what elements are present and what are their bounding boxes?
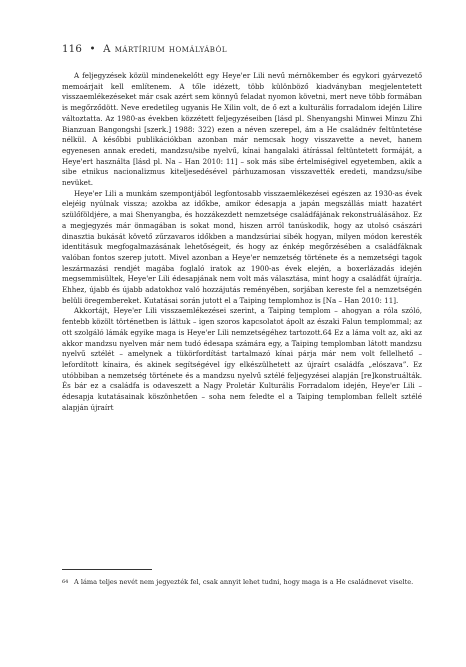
footnote-text: A láma teljes nevét nem jegyezték fel, csak annyit lehet tudni, hogy maga is a He családnevet viselte. (74, 578, 414, 586)
paragraph-3: Akkortájt, Heye'er Lili visszaemlékezései szerint, a Taiping templom – ahogyan a róla szóló, fentebb közölt történetben is láttuk – igen szoros kapcsolatot ápolt az északi Falun templommal; az ott szolgáló lámák egyike maga is Heye'er Lili nemzetségéhez tartozott.64 Ez a láma volt az, aki az akkor mandzsu nyelven már nem tudó édesapa számára egy, a Taiping templomban látott mandzsu nyelvű sztélét – amelynek a tükörfordítást tartalmazó kínai párja már nem volt fellelhető – lefordított kínaira, és akinek segítségével így elkészülhetett az újraírt családfa „elószava”. Ez utóbbiban a nemzetség története és a mandzsu nyelvű sztélé feljegyzései alapján [re]konstruálták. És bár ez a családfa is odaveszett a Nagy Proletár Kulturális Forradalom idején, Heye'er Lili – édesapja kutatásainak köszönhetően – soha nem feledte el a Taiping templomban fellelt sztélé alapján újraírt (62, 306, 422, 412)
running-header (62, 44, 227, 55)
running-title: A mártírium homályából (103, 44, 227, 55)
footnote-rule (62, 569, 152, 570)
header-separator: • (89, 44, 96, 55)
footnote-number: 64 (62, 579, 69, 585)
page-number: 116 (62, 44, 83, 55)
body-text (62, 71, 422, 414)
footnote (62, 577, 422, 588)
paragraph-1: A feljegyzések közül mindenekelőtt egy Heye'er Lili nevű mérnökember és egykori gyárvezető memoárjait kell említenem. A tőle idézett, több különböző kiadványban megjelentetett visszaemlékezéseket már csak azért sem könnyű feladat nyomon követni, mert neve több formában is megőrződött. Neve eredetileg ugyanis He Xilin volt, de ő ezt a kulturális forradalom idején Lilire változtatta. Az 1980-as években közzétett feljegyzéseiben [lásd pl. Shenyangshi Minwei Minzu Zhi Bianzuan Bangongshi [szerk.] 1988: 322) ezen a néven szerepel, ám a He családnév feltüntetése nélkül. A későbbi publikációkban azonban már nemcsak hogy visszavette a nevet, hanem egyenesen annak eredeti, mandzsu/sibe nyelvű, kínai hangalaki átírással feltüntetett formáját, a Heye'ert használta [lásd pl. Na – Han 2010: 11] – sok más sibe értelmiségivel egyetemben, akik a sibe etnikus nacionalizmus kiteljesedésével párhuzamosan visszavették eredeti, mandzsu/sibe nevüket. (62, 71, 422, 188)
paragraph-2: Heye'er Lili a munkám szempontjából legfontosabb visszaemlékezései egészen az 1930-as évek elejéig nyúlnak vissza; azokba az időkbe, amikor édesapja a japán megszállás miatt hazatért szülőföldjére, a mai Shenyangba, és hozzákezdett nemzetsége családfájának rekonstruálásához. Ez a megjegyzés már önmagában is sokat mond, hiszen arról tanúskodik, hogy az utolsó császári dinasztia bukását követő zűrzavaros időkben a mandzsúriai sibék hogyan, milyen módon keresték identitásuk megfogalmazásának lehetőségeit, és hogy az énkép megőrzésében a családfáknak valóban fontos szerep jutott. Mivel azonban a Heye'er nemzetség története és a nemzetségi tagok leszármazási rendjét magába foglaló iratok az 1900-as évek elején, a boxerlázadás idején megsemmisültek, Heye'er Lili édesapjának nem volt más választása, mint hogy a családfát újraírja. Ehhez, újabb és újabb adatokhoz való hozzájutás reményében, sorjában kereste fel a nemzetségén belüli öregembereket. Kutatásai során jutott el a Taiping templomhoz is [Na – Han 2010: 11]. (62, 188, 422, 305)
